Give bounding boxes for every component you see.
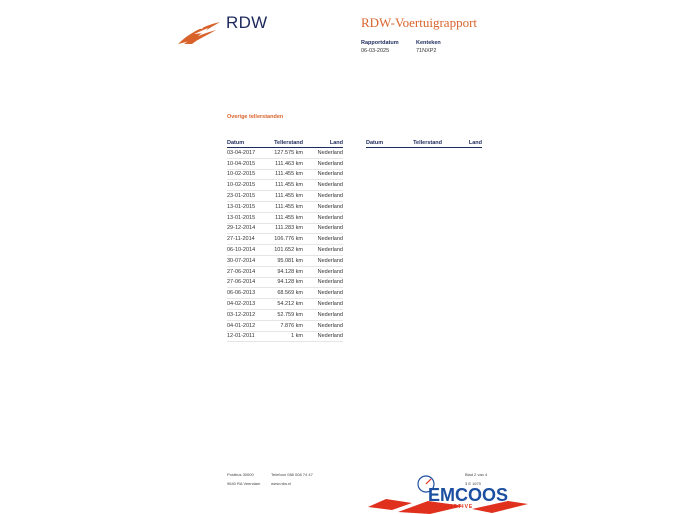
column-header-country: Land — [468, 140, 482, 146]
cell-date: 10-02-2015 — [227, 182, 256, 189]
table-row — [227, 299, 343, 310]
column-header-odometer: Tellerstand — [274, 140, 303, 146]
column-header-country: Land — [329, 140, 343, 146]
table-row — [227, 256, 343, 267]
table-row — [227, 288, 343, 299]
footer-phone: Telefoon 088 008 74 47 — [271, 472, 313, 477]
table-row — [227, 159, 343, 170]
odometer-table — [227, 138, 343, 342]
cell-date: 27-06-2014 — [227, 279, 256, 286]
table-row — [227, 202, 343, 213]
table-row — [227, 321, 343, 332]
cell-country: Nederland — [317, 171, 343, 178]
meta-value: 71NXP2 — [416, 48, 437, 54]
footer-website: www.rdw.nl — [271, 481, 292, 486]
cell-date: 04-02-2013 — [227, 301, 256, 308]
cell-country: Nederland — [317, 279, 343, 286]
cell-country: Nederland — [317, 203, 343, 210]
cell-date: 23-01-2015 — [227, 193, 256, 200]
cell-date: 30-07-2014 — [227, 257, 256, 264]
cell-country: Nederland — [317, 236, 343, 243]
cell-odometer: 106.776 km — [274, 236, 303, 243]
table-row — [227, 191, 343, 202]
cell-country: Nederland — [317, 214, 343, 221]
column-header-date: Datum — [227, 140, 245, 146]
table-header — [227, 138, 343, 148]
cell-country: Nederland — [317, 182, 343, 189]
footer-page-number: Blad 2 van 4 — [465, 472, 488, 477]
cell-odometer: 127.575 km — [274, 149, 303, 156]
meta-value: 06-03-2025 — [361, 48, 390, 54]
cell-date: 27-06-2014 — [227, 268, 256, 275]
odometer-table-empty — [366, 138, 482, 148]
cell-odometer: 111.455 km — [275, 203, 303, 210]
cell-date: 12-01-2011 — [227, 333, 255, 340]
column-header-odometer: Tellerstand — [413, 140, 442, 146]
cell-odometer: 95.081 km — [277, 257, 303, 264]
cell-odometer: 111.463 km — [275, 160, 303, 167]
column-header-date: Datum — [366, 140, 384, 146]
cell-date: 03-04-2017 — [227, 149, 256, 156]
table-row — [227, 148, 343, 159]
cell-odometer: 101.652 km — [274, 247, 303, 254]
cell-country: Nederland — [317, 225, 343, 232]
cell-country: Nederland — [317, 333, 343, 340]
cell-odometer: 111.455 km — [275, 182, 303, 189]
cell-country: Nederland — [317, 290, 343, 297]
cell-date: 10-04-2015 — [227, 160, 256, 167]
cell-odometer: 111.455 km — [275, 171, 303, 178]
cell-country: Nederland — [317, 301, 343, 308]
cell-odometer: 68.569 km — [277, 290, 303, 297]
table-row — [227, 332, 343, 343]
cell-odometer: 111.455 km — [275, 214, 303, 221]
table-row — [227, 224, 343, 235]
watermark-text: EMCOOS — [428, 485, 509, 505]
meta-label: Kenteken — [416, 40, 441, 46]
meta-label: Rapportdatum — [361, 40, 399, 46]
cell-date: 27-11-2014 — [227, 236, 255, 243]
watermark-subtext: AUTOMOTIVE — [430, 504, 474, 510]
cell-date: 06-06-2013 — [227, 290, 256, 297]
cell-odometer: 94.128 km — [277, 268, 303, 275]
cell-date: 04-01-2012 — [227, 322, 256, 329]
table-row — [227, 310, 343, 321]
rdw-logo-icon — [176, 20, 222, 46]
brand-name: RDW — [226, 13, 268, 32]
footer-version: 3 E 1670 — [465, 481, 482, 486]
cell-country: Nederland — [317, 149, 343, 156]
table-body — [227, 148, 343, 342]
cell-country: Nederland — [317, 311, 343, 318]
cell-date: 06-10-2014 — [227, 247, 256, 254]
cell-country: Nederland — [317, 257, 343, 264]
cell-date: 13-01-2015 — [227, 214, 256, 221]
table-row — [227, 267, 343, 278]
cell-odometer: 111.455 km — [275, 193, 303, 200]
footer-city: 9640 RA Veendam — [227, 481, 261, 486]
cell-odometer: 94.128 km — [277, 279, 303, 286]
meta-license-plate — [416, 39, 441, 55]
table-row — [227, 245, 343, 256]
table-row — [227, 213, 343, 224]
cell-country: Nederland — [317, 268, 343, 275]
section-title: Overige tellerstanden — [227, 114, 284, 120]
cell-odometer: 1 km — [291, 333, 303, 340]
cell-country: Nederland — [317, 193, 343, 200]
table-row — [227, 278, 343, 289]
meta-report-date — [361, 39, 399, 55]
cell-date: 29-12-2014 — [227, 225, 256, 232]
emcoos-watermark-logo — [368, 473, 528, 514]
table-row — [227, 180, 343, 191]
cell-odometer: 52.759 km — [277, 311, 303, 318]
table-header — [366, 138, 482, 148]
cell-country: Nederland — [317, 322, 343, 329]
table-row — [227, 170, 343, 181]
cell-country: Nederland — [317, 160, 343, 167]
cell-date: 13-01-2015 — [227, 203, 256, 210]
cell-odometer: 111.283 km — [275, 225, 303, 232]
footer-address — [227, 470, 260, 488]
cell-country: Nederland — [317, 247, 343, 254]
footer-contact — [271, 470, 313, 488]
cell-odometer: 7.876 km — [280, 322, 303, 329]
cell-date: 10-02-2015 — [227, 171, 256, 178]
table-row — [227, 234, 343, 245]
report-title: RDW-Voertuigrapport — [361, 15, 478, 30]
cell-odometer: 54.212 km — [277, 301, 303, 308]
cell-date: 03-12-2012 — [227, 311, 256, 318]
footer-postbus: Postbus 30000 — [227, 472, 254, 477]
